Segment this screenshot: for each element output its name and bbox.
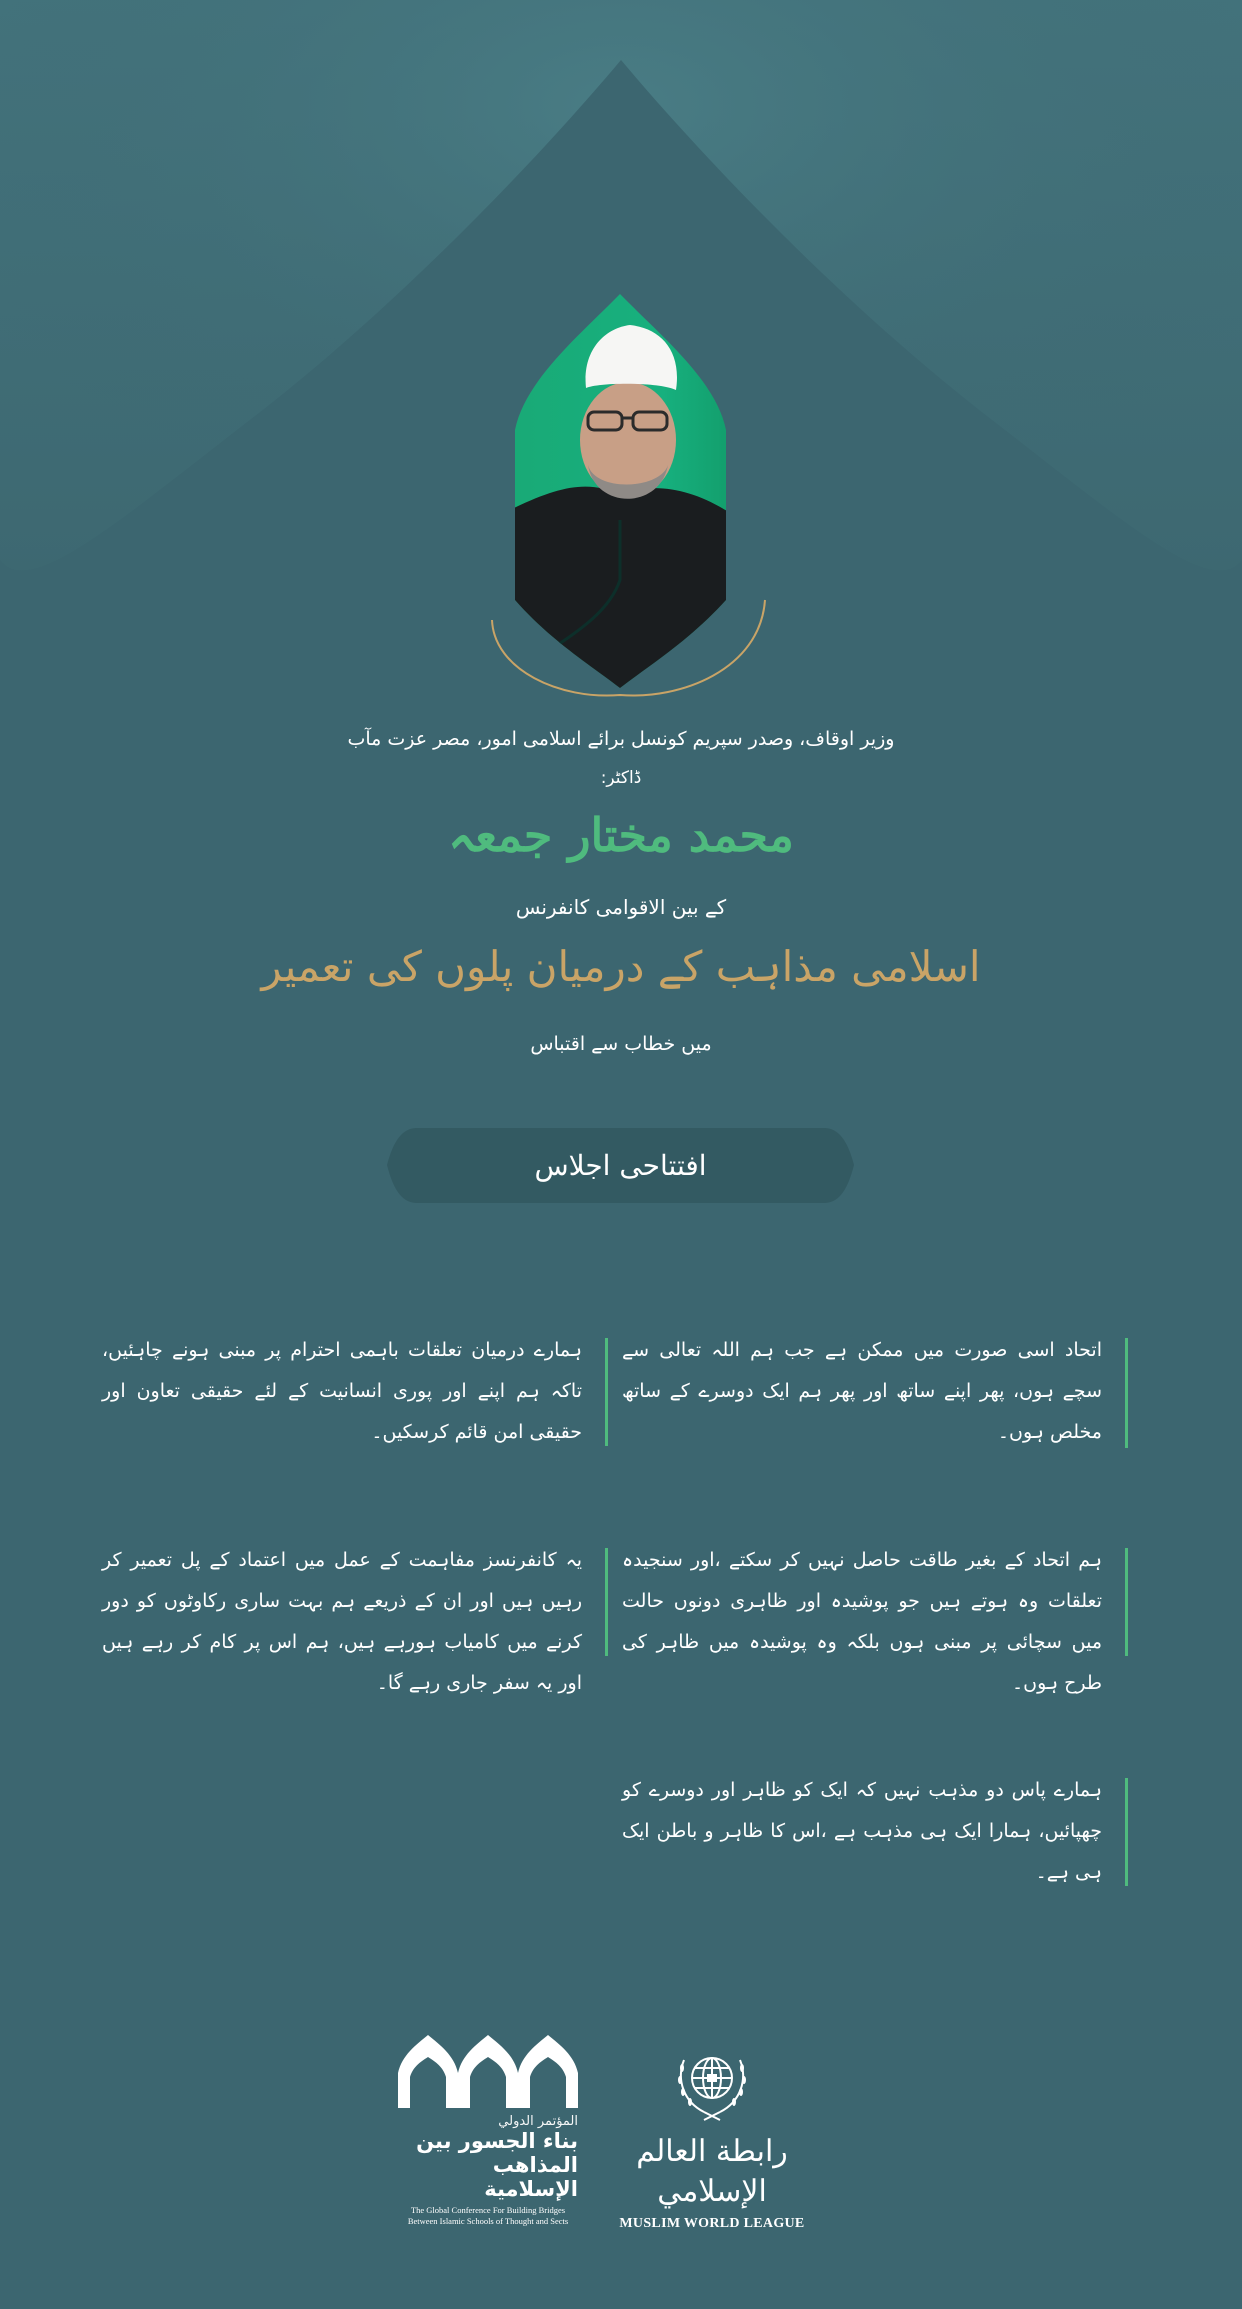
- bridges-ar-line1: بناء الجسور بين: [416, 2129, 578, 2153]
- session-badge: [387, 1128, 854, 1203]
- speaker-portrait: [470, 280, 790, 700]
- quote-text: ہمارے پاس دو مذہب نہیں کہ ایک کو ظاہر اور دوسرے کو چھپائیں، ہمارا ایک ہی مذہب ہے ،اس کا ظاہر و باطن ایک ہی ہے۔: [622, 1779, 1102, 1883]
- speaker-title: وزیر اوقاف، وصدر سپریم کونسل برائے اسلامی امور، مصر عزت مآب: [347, 728, 895, 750]
- quote-text: ہم اتحاد کے بغیر طاقت حاصل نہیں کر سکتے ،اور سنجیدہ تعلقات وہ ہوتے ہیں جو پوشیدہ اور ظاہری دونوں حالت میں سچائی پر مبنی ہوں بلکہ وہ پوشیدہ میں ظاہر کی طرح ہوں۔: [622, 1549, 1102, 1694]
- quote-divider-bar: [1125, 1548, 1128, 1656]
- conference-title: اسلامی مذاہب کے درمیان پلوں کی تعمیر: [261, 942, 981, 991]
- session-label: افتتاحی اجلاس: [534, 1149, 707, 1182]
- quote-text: اتحاد اسی صورت میں ممکن ہے جب ہم اللہ تعالی سے سچے ہوں، پھر اپنے ساتھ اور پھر ہم ایک دوسرے کے ساتھ مخلص ہوں۔: [622, 1339, 1102, 1443]
- quote-block: [622, 1330, 1102, 1453]
- quote-block: [622, 1540, 1102, 1704]
- quote-divider-bar: [1125, 1778, 1128, 1886]
- quote-text: ہمارے درمیان تعلقات باہمی احترام پر مبنی ہونے چاہئیں، تاکہ ہم اپنے اور پوری انسانیت کے لئے حقیقی تعاون اور حقیقی امن قائم کرسکیں۔: [102, 1339, 582, 1443]
- quote-block: [622, 1770, 1102, 1893]
- bridges-en-line2: Between Islamic Schools of Thought and Sects: [407, 2216, 569, 2226]
- globe-wreath-icon: [612, 2040, 812, 2122]
- bridges-en-line1: The Global Conference For Building Bridges: [410, 2205, 566, 2215]
- three-arches-icon: [398, 2035, 578, 2108]
- speaker-honorific: ڈاکٹر:: [600, 768, 642, 788]
- quote-note: میں خطاب سے اقتباس: [530, 1033, 712, 1055]
- bridges-ar-line2: المذاهب الإسلامية: [484, 2153, 578, 2201]
- quote-block: [102, 1540, 582, 1704]
- quote-divider-bar: [605, 1338, 608, 1446]
- bridges-ar-small: المؤتمر الدولي: [498, 2114, 578, 2129]
- quote-block: [102, 1330, 582, 1453]
- quote-divider-bar: [1125, 1338, 1128, 1448]
- quote-divider-bar: [605, 1548, 608, 1656]
- mwl-arabic-name: رابطة العالم الإسلامي: [636, 2134, 788, 2209]
- mwl-english-name: MUSLIM WORLD LEAGUE: [619, 2216, 805, 2231]
- quote-text: یہ کانفرنسز مفاہمت کے عمل میں اعتماد کے پل تعمیر کر رہیں ہیں اور ان کے ذریعے ہم بہت ساری رکاوٹوں کو دور کرنے میں کامیاب ہورہے ہیں، ہم اس پر کام کر رہے ہیں اور یہ سفر جاری رہے گا۔: [102, 1549, 582, 1694]
- conference-prefix: کے بین الاقوامی کانفرنس: [515, 895, 727, 919]
- speaker-name: محمد مختار جمعہ: [448, 808, 794, 862]
- bridges-conference-logo: [398, 2035, 578, 2227]
- muslim-world-league-logo: [612, 2040, 812, 2232]
